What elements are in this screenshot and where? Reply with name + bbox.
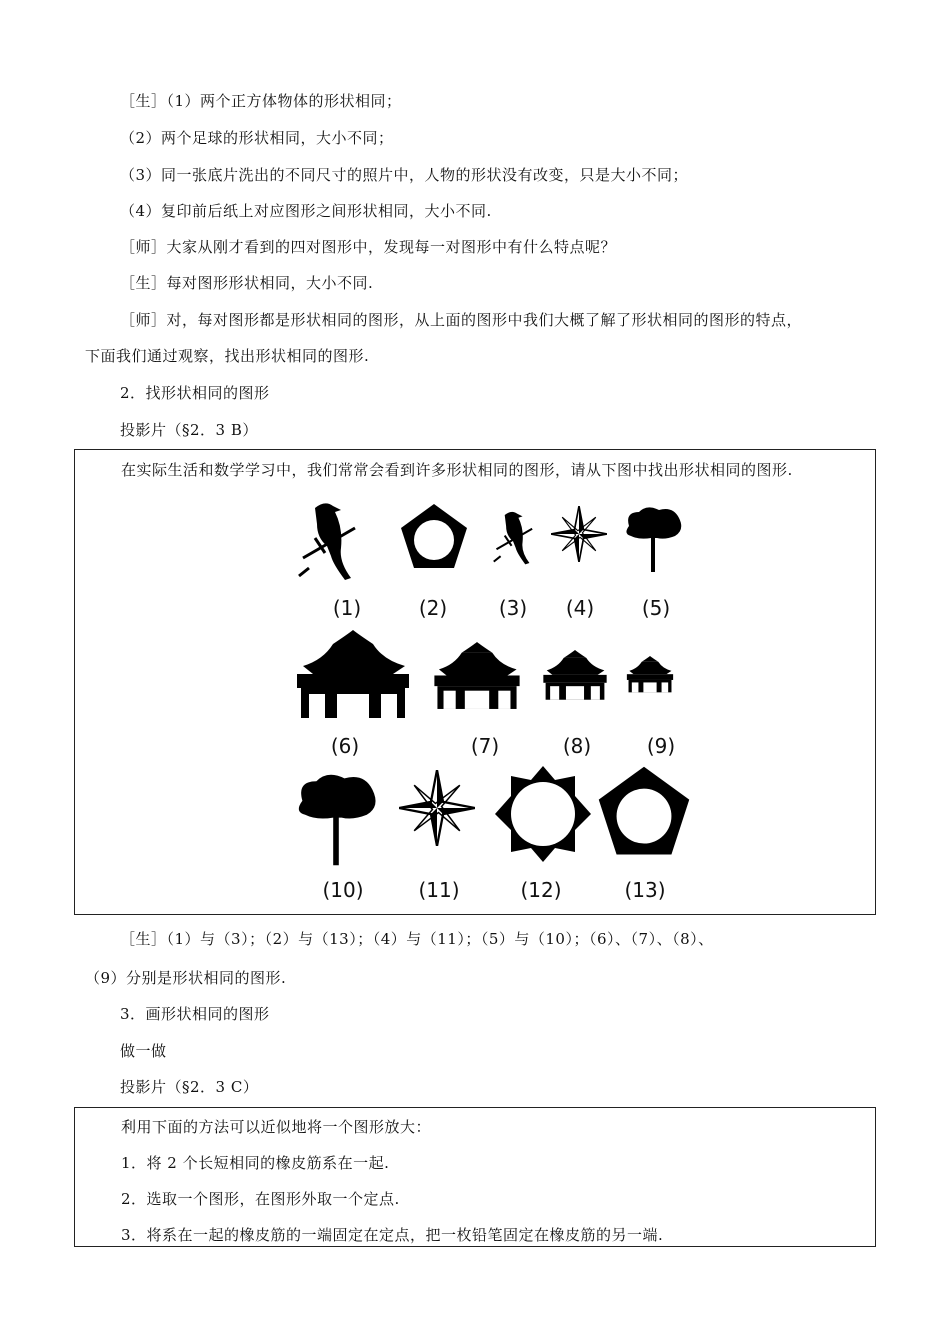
pavilion-medium-figure bbox=[431, 642, 523, 712]
octagram-circle-figure bbox=[495, 766, 591, 862]
compass-star-small-figure bbox=[551, 506, 607, 562]
pentagon-large-figure bbox=[595, 764, 693, 860]
compass-star-large-figure bbox=[399, 770, 475, 846]
section-heading-3: 3．画形状相同的图形 bbox=[120, 1005, 270, 1023]
paragraph-item-4: （4）复印前后纸上对应图形之间形状相同，大小不同. bbox=[120, 202, 492, 220]
pavilion-large-figure bbox=[293, 630, 413, 722]
pavilion-small-figure bbox=[541, 650, 609, 702]
method-step-2: 2．选取一个图形，在图形外取一个定点. bbox=[121, 1190, 400, 1208]
paragraph-item-3: （3）同一张底片洗出的不同尺寸的照片中，人物的形状没有改变，只是大小不同； bbox=[120, 166, 689, 184]
figure-box bbox=[74, 449, 876, 915]
bird-small-figure bbox=[491, 508, 539, 570]
pavilion-tiny-figure bbox=[625, 656, 675, 694]
section-heading-2: 2．找形状相同的图形 bbox=[120, 384, 270, 402]
tree-small-figure bbox=[621, 504, 685, 574]
method-intro: 利用下面的方法可以近似地将一个图形放大： bbox=[121, 1118, 432, 1136]
figure-box-intro: 在实际生活和数学学习中，我们常常会看到许多形状相同的图形，请从下图中找出形状相同的图形. bbox=[121, 461, 793, 479]
figure-caption-13: (13) bbox=[624, 878, 666, 902]
tree-large-figure bbox=[283, 770, 389, 868]
figure-caption-6: (6) bbox=[330, 734, 360, 758]
figure-caption-2: (2) bbox=[418, 596, 448, 620]
method-box bbox=[74, 1107, 876, 1247]
paragraph-student-answer: ［生］每对图形形状相同，大小不同. bbox=[120, 274, 374, 292]
method-step-3: 3．将系在一起的橡皮筋的一端固定在定点，把一枚铅笔固定在橡皮筋的另一端. bbox=[121, 1226, 664, 1244]
subheading-try: 做一做 bbox=[120, 1042, 167, 1060]
student-answer-line-2: （9）分别是形状相同的图形. bbox=[85, 969, 287, 987]
projection-label-c: 投影片（§2．3 C） bbox=[120, 1078, 259, 1096]
figure-caption-11: (11) bbox=[418, 878, 460, 902]
bird-large-figure bbox=[295, 498, 365, 588]
figure-caption-8: (8) bbox=[562, 734, 592, 758]
paragraph-item-2: （2）两个足球的形状相同，大小不同； bbox=[120, 129, 394, 147]
figure-caption-1: (1) bbox=[332, 596, 362, 620]
figure-caption-3: (3) bbox=[498, 596, 528, 620]
paragraph-teacher-summary-cont: 下面我们通过观察，找出形状相同的图形. bbox=[85, 347, 370, 365]
student-answer-line-1: ［生］（1）与（3）；（2）与（13）；（4）与（11）；（5）与（10）；（6）、（7）、（8）、 bbox=[120, 930, 714, 948]
paragraph-student-1: ［生］（1）两个正方体物体的形状相同； bbox=[120, 92, 402, 110]
paragraph-teacher-question: ［师］大家从刚才看到的四对图形中，发现每一对图形中有什么特点呢？ bbox=[120, 238, 617, 256]
figure-caption-4: (4) bbox=[565, 596, 595, 620]
method-step-1: 1．将 2 个长短相同的橡皮筋系在一起. bbox=[121, 1154, 390, 1172]
figure-caption-7: (7) bbox=[470, 734, 500, 758]
projection-label-b: 投影片（§2．3 B） bbox=[120, 421, 258, 439]
pentagon-small-figure bbox=[399, 502, 469, 572]
figure-caption-9: (9) bbox=[646, 734, 676, 758]
figure-caption-12: (12) bbox=[520, 878, 562, 902]
paragraph-teacher-summary: ［师］对，每对图形都是形状相同的图形，从上面的图形中我们大概了解了形状相同的图形的特点， bbox=[120, 311, 803, 329]
figure-caption-5: (5) bbox=[641, 596, 671, 620]
figure-caption-10: (10) bbox=[322, 878, 364, 902]
